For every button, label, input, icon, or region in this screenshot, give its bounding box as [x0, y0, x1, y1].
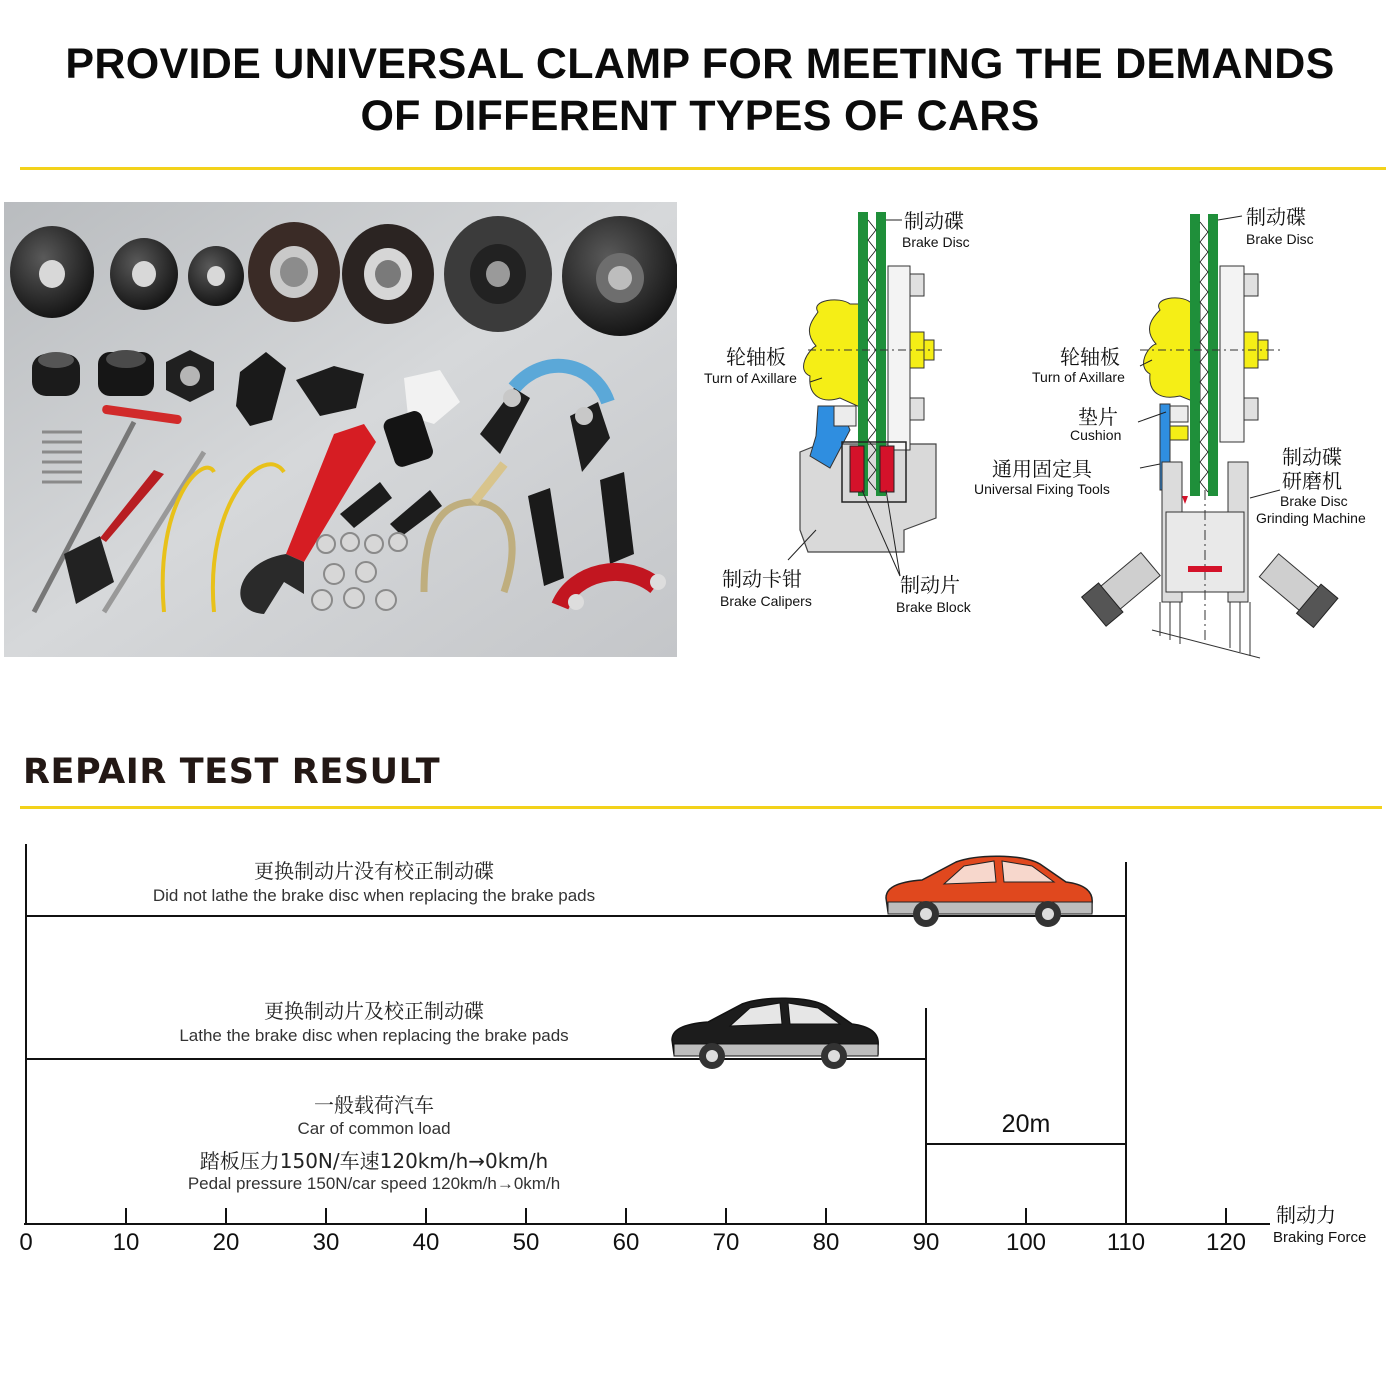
series-1-en: Did not lathe the brake disc when replacing the brake pads [152, 886, 596, 905]
section-title: REPAIR TEST RESULT [23, 752, 441, 792]
left-block-cn: 制动片 [900, 573, 960, 597]
x-tick-label: 60 [612, 1229, 640, 1256]
diagram-without-tool [704, 209, 972, 615]
x-axis-label-cn: 制动力 [1276, 1203, 1336, 1227]
brake-disc-diagrams [690, 200, 1395, 670]
right-axle-cn: 轮轴板 [1060, 345, 1120, 369]
x-tick-label: 0 [19, 1229, 33, 1256]
right-brake-disc-cn: 制动碟 [1246, 205, 1306, 229]
right-grinder-en-1: Brake Disc [1280, 493, 1348, 509]
x-tick-label: 100 [1005, 1229, 1047, 1256]
right-grinder-cn-2: 研磨机 [1282, 469, 1342, 493]
series-1-cn: 更换制动片没有校正制动碟 [254, 859, 494, 883]
x-tick-label: 30 [312, 1229, 340, 1256]
x-tick-label: 10 [112, 1229, 140, 1256]
top-divider [20, 167, 1386, 170]
cone-1 [10, 226, 94, 318]
pedal-note-en: Pedal pressure 150N/car speed 120km/h→0km/h [187, 1174, 561, 1193]
x-tick-label: 80 [812, 1229, 840, 1256]
right-fixing-cn: 通用固定具 [992, 457, 1092, 481]
x-tick-label: 120 [1205, 1229, 1247, 1256]
right-grinder-cn-1: 制动碟 [1282, 445, 1342, 469]
x-tick-label: 110 [1106, 1229, 1146, 1256]
left-brake-disc-cn: 制动碟 [904, 209, 964, 233]
x-tick-label: 50 [512, 1229, 540, 1256]
page-headline [0, 38, 1400, 142]
left-caliper-en: Brake Calipers [720, 593, 812, 609]
clamp-kit-photo [4, 202, 677, 657]
left-axle-cn: 轮轴板 [726, 345, 786, 369]
right-cushion-cn: 垫片 [1078, 405, 1118, 429]
right-axle-en: Turn of Axillare [1032, 369, 1125, 385]
left-block-en: Brake Block [896, 599, 971, 615]
right-fixing-en: Universal Fixing Tools [974, 481, 1110, 497]
x-tick-label: 40 [412, 1229, 440, 1256]
braking-force-chart [0, 830, 1400, 1270]
x-tick-label: 90 [912, 1229, 940, 1256]
left-brake-disc-en: Brake Disc [902, 234, 970, 250]
right-brake-disc-en: Brake Disc [1246, 231, 1314, 247]
cone-2 [110, 238, 178, 310]
load-note-cn: 一般载荷汽车 [314, 1093, 434, 1117]
series-2-en: Lathe the brake disc when replacing the brake pads [179, 1026, 569, 1045]
cone-4 [248, 222, 340, 322]
right-grinder-en-2: Grinding Machine [1256, 510, 1366, 526]
x-tick-label: 20 [212, 1229, 240, 1256]
headline-line-2: OF DIFFERENT TYPES OF CARS [360, 92, 1040, 140]
left-axle-en: Turn of Axillare [704, 370, 797, 386]
difference-label: 20m [1001, 1110, 1051, 1138]
x-tick-label: 70 [712, 1229, 740, 1256]
cone-3 [188, 246, 244, 306]
load-note-en: Car of common load [297, 1119, 451, 1138]
x-axis-ticks [19, 1208, 1246, 1256]
series-2-cn: 更换制动片及校正制动碟 [264, 999, 484, 1023]
left-caliper-cn: 制动卡钳 [722, 567, 802, 591]
cone-5 [342, 224, 434, 324]
diagram-with-universal-tool [974, 205, 1366, 658]
cone-7 [562, 216, 677, 336]
pedal-note-cn: 踏板压力150N/车速120km/h→0km/h [199, 1149, 549, 1173]
right-cushion-en: Cushion [1070, 427, 1122, 443]
section-divider [20, 806, 1382, 809]
cone-6 [444, 216, 552, 332]
headline-line-1: PROVIDE UNIVERSAL CLAMP FOR MEETING THE DEMANDS [65, 40, 1335, 88]
x-axis-label-en: Braking Force [1273, 1229, 1367, 1246]
